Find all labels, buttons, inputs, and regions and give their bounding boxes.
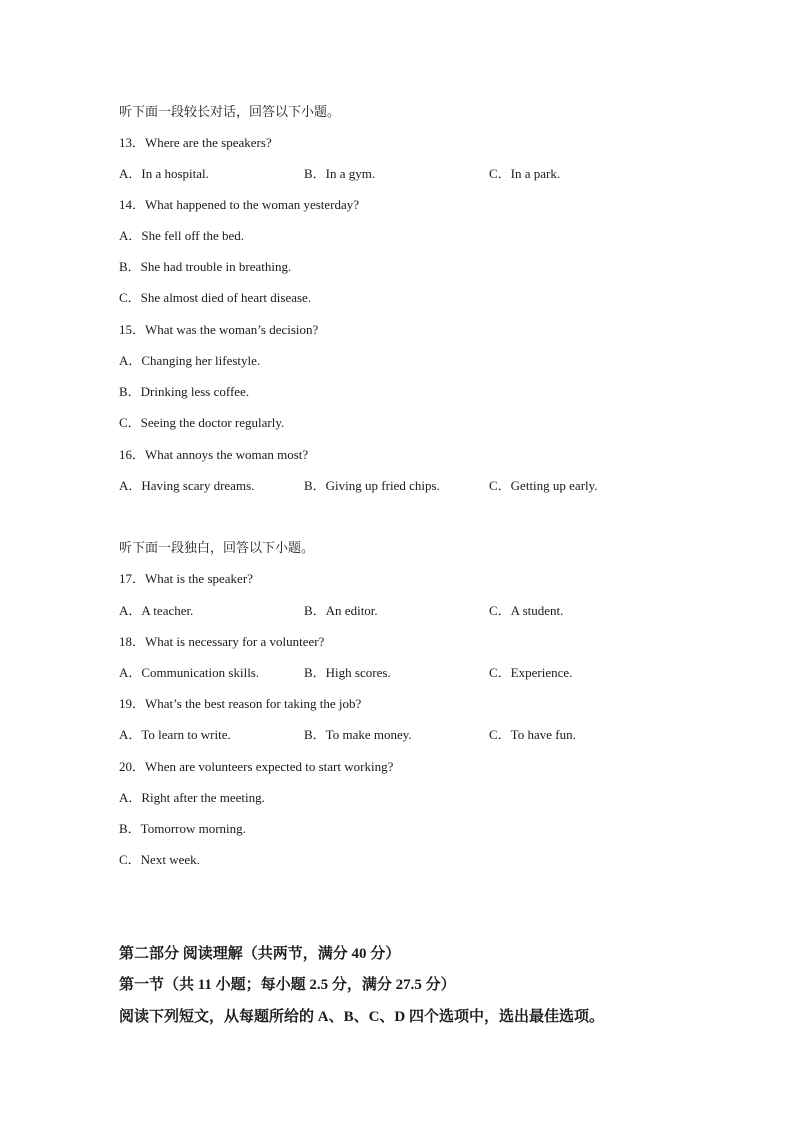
option-15-c: C．Seeing the doctor regularly. bbox=[119, 415, 285, 430]
question-15: 15．What was the woman’s decision? bbox=[119, 322, 319, 337]
option-18-b: B．High scores. bbox=[304, 665, 391, 680]
option-15-b: B．Drinking less coffee. bbox=[119, 384, 250, 399]
option-14-b: B．She had trouble in breathing. bbox=[119, 259, 292, 274]
option-17-a: A．A teacher. bbox=[119, 603, 194, 618]
question-17: 17．What is the speaker? bbox=[119, 571, 253, 586]
option-16-b: B．Giving up fried chips. bbox=[304, 478, 440, 493]
question-14: 14．What happened to the woman yesterday? bbox=[119, 197, 360, 212]
question-13: 13．Where are the speakers? bbox=[119, 135, 272, 150]
part2-instruction: 阅读下列短文，从每题所给的 A、B、C、D 四个选项中，选出最佳选项。 bbox=[119, 1009, 605, 1025]
question-19: 19．What’s the best reason for taking the job? bbox=[119, 696, 362, 711]
option-13-c: C．In a park. bbox=[489, 166, 561, 181]
option-20-c: C．Next week. bbox=[119, 852, 200, 867]
option-16-a: A．Having scary dreams. bbox=[119, 478, 255, 493]
part2-heading: 第二部分 阅读理解（共两节，满分 40 分） bbox=[119, 946, 401, 962]
question-16: 16．What annoys the woman most? bbox=[119, 447, 309, 462]
option-18-a: A．Communication skills. bbox=[119, 665, 260, 680]
option-17-c: C．A student. bbox=[489, 603, 564, 618]
option-13-a: A．In a hospital. bbox=[119, 166, 209, 181]
part2-subheading: 第一节（共 11 小题；每小题 2.5 分，满分 27.5 分） bbox=[119, 977, 456, 993]
section1-intro: 听下面一段较长对话，回答以下小题。 bbox=[119, 104, 341, 119]
section2-intro: 听下面一段独白，回答以下小题。 bbox=[119, 540, 315, 555]
option-19-b: B．To make money. bbox=[304, 727, 412, 742]
option-14-a: A．She fell off the bed. bbox=[119, 228, 245, 243]
option-19-c: C．To have fun. bbox=[489, 727, 576, 742]
option-20-a: A．Right after the meeting. bbox=[119, 790, 265, 805]
option-19-a: A．To learn to write. bbox=[119, 727, 231, 742]
question-18: 18．What is necessary for a volunteer? bbox=[119, 634, 325, 649]
option-18-c: C．Experience. bbox=[489, 665, 573, 680]
option-20-b: B．Tomorrow morning. bbox=[119, 821, 246, 836]
option-16-c: C．Getting up early. bbox=[489, 478, 598, 493]
option-17-b: B．An editor. bbox=[304, 603, 378, 618]
option-13-b: B．In a gym. bbox=[304, 166, 376, 181]
option-15-a: A．Changing her lifestyle. bbox=[119, 353, 261, 368]
question-20: 20．When are volunteers expected to start working? bbox=[119, 759, 394, 774]
option-14-c: C．She almost died of heart disease. bbox=[119, 290, 312, 305]
